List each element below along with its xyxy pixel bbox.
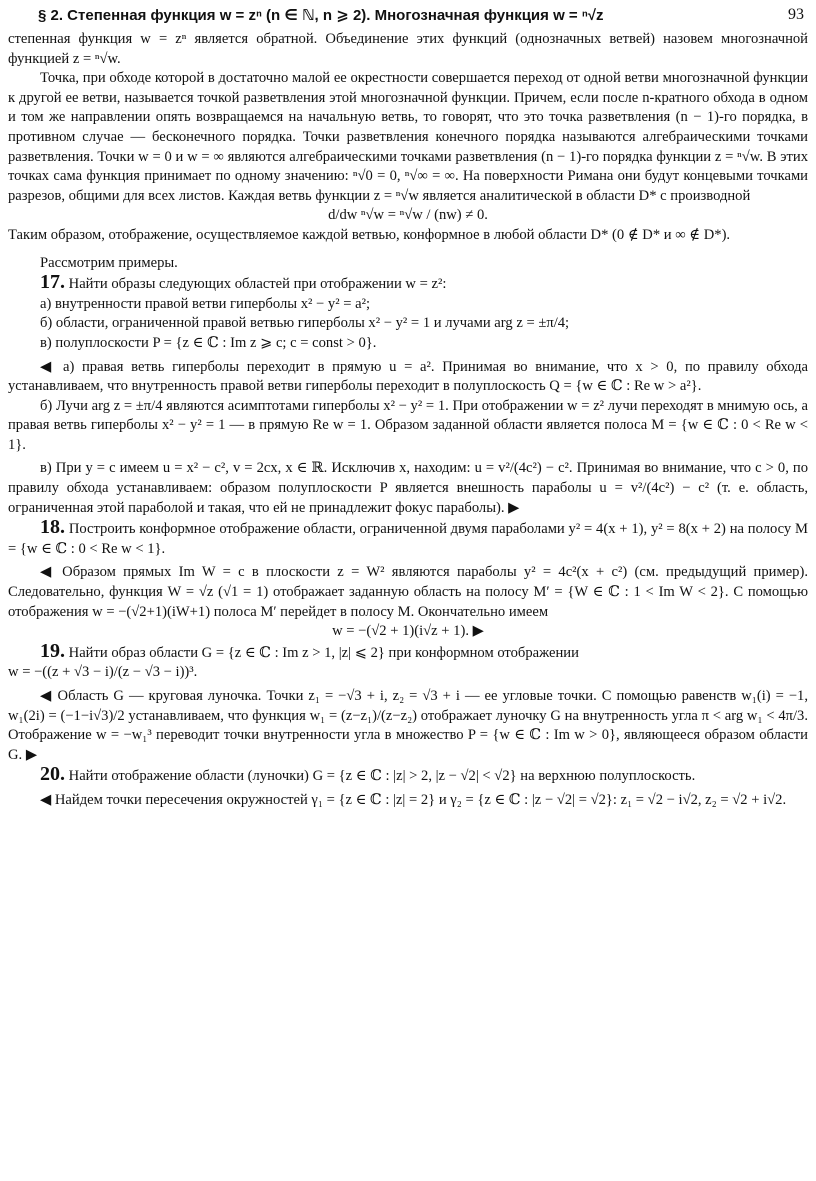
running-header xyxy=(8,4,808,26)
problem-number: 17. xyxy=(40,271,65,294)
solution-paragraph: ◀ Образом прямых Im W = c в плоскости z = W² являются параболы y² = 4c²(x + c²) (см. предыдущий пример). Следовательно, функция W = √z (√1 = 1) отображает заданную область на полосу M′ = {W ∈ ℂ : 1 < Im W < 2}. С помощью отображения w = −(√2+1)(iW+1) полоса M′ перейдет в полосу M. Окончательно имеем xyxy=(8,564,808,620)
book-page xyxy=(8,0,808,1181)
problem-number: 20. xyxy=(40,763,65,786)
page-number: 93 xyxy=(788,6,804,23)
problem-17 xyxy=(8,273,808,295)
problem-statement: Найти образы следующих областей при отображении w = z²: xyxy=(68,276,447,293)
problem-statement: Найти образ области G = {z ∈ ℂ : Im z > 1, |z| ⩽ 2} при конформном отображении xyxy=(68,644,579,661)
formula: w = −(√2 + 1)(i√z + 1). ▶ xyxy=(332,623,484,640)
problem-item: в) полуплоскости P = {z ∈ ℂ : Im z ⩾ c; c = const > 0}. xyxy=(40,334,377,351)
problem-19 xyxy=(8,639,808,664)
paragraph: Таким образом, отображение, осуществляемое каждой ветвью, конформное в любой области D* (0 ∉ D* и ∞ ∉ D*). xyxy=(8,226,731,243)
solution-paragraph: ◀ Найдем точки пересечения окружностей γ₁ = {z ∈ ℂ : |z| = 2} и γ₂ = {z ∈ ℂ : |z − √2| = √2}: z₁ = √2 − i√2, z₂ = √2 + i√2. xyxy=(40,791,787,808)
problem-statement: Найти отображение области (луночки) G = {z ∈ ℂ : |z| > 2, |z − √2| < √2} на верхнюю полуплоскость. xyxy=(68,768,696,785)
page-body xyxy=(8,30,808,811)
solution-paragraph: ◀ а) правая ветвь гиперболы переходит в прямую u = a². Принимая во внимание, что x > 0, по правилу обхода устанавливаем, что внутренность правой ветви гиперболы переходит в полуплоскость Q = {w ∈ ℂ : Re w > a²}. xyxy=(8,358,808,395)
problem-18 xyxy=(8,518,808,559)
solution-paragraph: в) При y = c имеем u = x² − c², v = 2cx, x ∈ ℝ. Исключив x, находим: u = v²/(4c²) − c². Принимая во внимание, что c > 0, по правилу обхода устанавливаем: образом полуплоскости P является внешность параболы u = v²/(4c²) − c² (т. е. область, ограниченная этой параболой и такая, что ей не принадлежит фокус параболы). ▶ xyxy=(8,460,808,516)
problem-number: 19. xyxy=(40,639,65,662)
problem-20 xyxy=(8,765,808,787)
paragraph: Рассмотрим примеры. xyxy=(40,254,178,271)
formula: d/dw ⁿ√w = ⁿ√w / (nw) ≠ 0. xyxy=(328,207,488,224)
problem-item: б) области, ограниченной правой ветвью гиперболы x² − y² = 1 и лучами arg z = ±π/4; xyxy=(40,315,570,332)
paragraph: степенная функция w = zⁿ является обратной. Объединение этих функций (однозначных ветвей) назовем многозначной функцией z = ⁿ√w. xyxy=(8,31,808,67)
problem-item: а) внутренности правой ветви гиперболы x² − y² = a²; xyxy=(40,295,370,312)
problem-number: 18. xyxy=(40,516,65,539)
formula: w = −((z + √3 − i)/(z − √3 − i))³. xyxy=(8,664,198,681)
section-title: § 2. Степенная функция w = zⁿ (n ∈ ℕ, n ⩾ 2). Многозначная функция w = ⁿ√z xyxy=(38,7,604,24)
solution-paragraph: ◀ Область G — круговая луночка. Точки z₁ = −√3 + i, z₂ = √3 + i — ее угловые точки. С помощью равенств w₁(i) = −1, w₁(2i) = (−1−i√3)/2 устанавливаем, что функция w₁ = (z−z₁)/(z−z₂) отображает луночку G на внутренность угла π < arg w₁ < 4π/3. Отображение w = −w₁³ переводит точки внутренности угла в множество P = {w ∈ ℂ : Im w > 0}, являющееся образом области G. ▶ xyxy=(8,688,808,763)
paragraph: Точка, при обходе которой в достаточно малой ее окрестности совершается переход от одной ветви многозначной функции к другой ее ветви, называется точкой разветвления этой многозначной функции. Причем, если после n-кратного обхода в одном и том же направлении опять возвращаемся на начальную ветвь, то говорят, что это точка разветвления (n − 1)-го порядка, в противном случае — бесконечного порядка. Точки разветвления конечного порядка называются алгебраическими точками разветвления. Точки w = 0 и w = ∞ являются алгебраическими точками разветвления (n − 1)-го порядка функции z = ⁿ√w. В этих точках сама функция принимает по одному значению: ⁿ√0 = 0, ⁿ√∞ = ∞. На поверхности Римана они будут концевыми точками разрезов, общими для всех листов. Каждая ветвь функции z = ⁿ√w является аналитической в области D* с производной xyxy=(8,70,808,204)
solution-paragraph: б) Лучи arg z = ±π/4 являются асимптотами гиперболы x² − y² = 1. При отображении w = z² лучи переходят в мнимую ось, а правая ветвь гиперболы x² − y² = 1 — в прямую Re w = 1. Образом заданной области является полоса M = {w ∈ ℂ : 0 < Re w < 1}. xyxy=(8,397,808,453)
problem-statement: Построить конформное отображение области, ограниченной двумя параболами y² = 4(x + 1), y² = 8(x + 2) на полосу M = {w ∈ ℂ : 0 < Re w < 1}. xyxy=(8,521,808,557)
